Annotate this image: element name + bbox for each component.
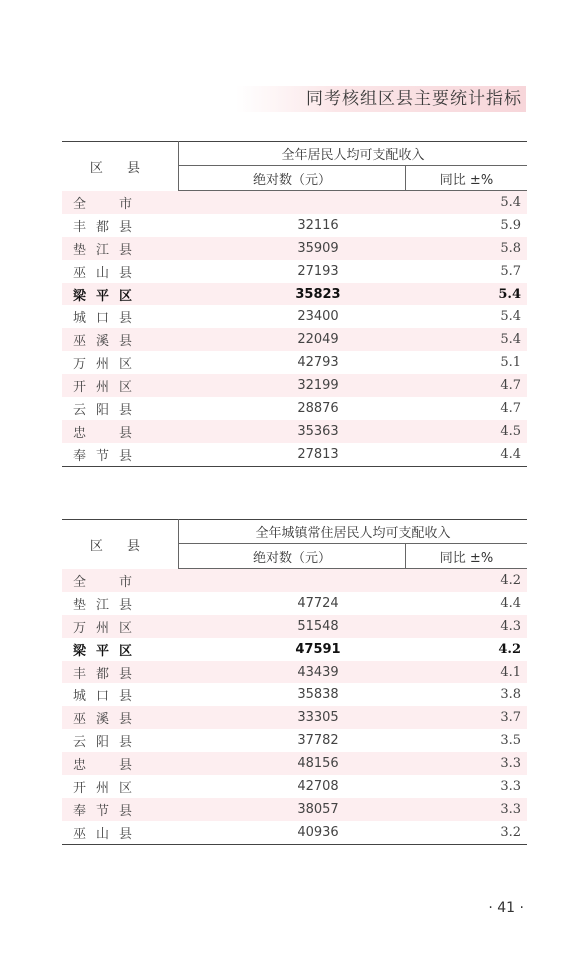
table-row xyxy=(62,214,527,237)
county-name xyxy=(62,706,179,729)
county-name-char: 县 xyxy=(119,425,133,441)
yoy-value: 3.8 xyxy=(500,687,521,703)
county-name xyxy=(62,420,179,443)
county-name-char: 忠 xyxy=(73,758,87,774)
county-name-char: 县 xyxy=(119,712,133,728)
yoy-value: 4.7 xyxy=(500,400,521,416)
county-name-char: 县 xyxy=(119,758,133,774)
county-name-char: 阳 xyxy=(96,735,110,751)
county-name-char: 开 xyxy=(73,380,87,396)
county-name-char: 忠 xyxy=(73,425,87,441)
county-name-char: 云 xyxy=(73,402,87,418)
abs-value: 28876 xyxy=(297,400,339,416)
abs-header: 绝对数（元） xyxy=(179,544,406,569)
county-name xyxy=(62,569,179,592)
table-row xyxy=(62,798,527,821)
county-name-char: 梁 xyxy=(73,288,87,304)
county-name xyxy=(62,821,179,844)
county-name-char: 区 xyxy=(119,620,133,636)
county-name xyxy=(62,661,179,684)
county-name-char: 口 xyxy=(96,689,110,705)
county-name-char: 全 xyxy=(73,196,87,212)
county-name xyxy=(62,283,179,306)
table-row xyxy=(62,775,527,798)
county-name-char: 县 xyxy=(119,826,133,842)
county-name-char: 溪 xyxy=(96,712,110,728)
county-name-char: 县 xyxy=(119,803,133,819)
table-row xyxy=(62,752,527,775)
county-name-char: 县 xyxy=(119,334,133,350)
table-row xyxy=(62,729,527,752)
county-name xyxy=(62,374,179,397)
county-name xyxy=(62,752,179,775)
county-name xyxy=(62,214,179,237)
yoy-value: 4.3 xyxy=(406,615,528,638)
county-name-char: 县 xyxy=(119,689,133,705)
yoy-value: 5.9 xyxy=(500,217,521,233)
group-header: 全年居民人均可支配收入 xyxy=(179,142,528,166)
abs-value: 27813 xyxy=(179,443,406,466)
abs-value: 47591 xyxy=(295,641,341,657)
county-name-char: 县 xyxy=(119,219,133,235)
abs-value: 33305 xyxy=(179,706,406,729)
county-name-char: 区 xyxy=(119,357,133,373)
county-name xyxy=(62,237,179,260)
abs-value: 35838 xyxy=(297,687,339,703)
page-title: 同考核组区县主要统计指标 xyxy=(306,89,522,109)
yoy-value: 5.4 xyxy=(406,283,528,306)
table-row xyxy=(62,638,527,661)
county-name-char: 区 xyxy=(119,643,133,659)
county-header: 区 县 xyxy=(62,520,179,569)
yoy-value: 4.1 xyxy=(406,661,528,684)
county-name-char: 州 xyxy=(96,357,110,373)
yoy-value: 5.8 xyxy=(406,237,528,260)
abs-value: 42793 xyxy=(297,355,339,371)
county-name-char: 县 xyxy=(119,402,133,418)
county-name xyxy=(62,443,179,466)
abs-header: 绝对数（元） xyxy=(179,166,406,191)
county-name-char: 溪 xyxy=(96,334,110,350)
table-row xyxy=(62,592,527,615)
county-name xyxy=(62,638,179,661)
county-name-char: 区 xyxy=(119,380,133,396)
abs-value: 35823 xyxy=(179,283,406,306)
county-name-char: 云 xyxy=(73,735,87,751)
abs-value: 37782 xyxy=(297,733,339,749)
yoy-value: 4.4 xyxy=(406,443,528,466)
county-name xyxy=(62,328,179,351)
county-name-char: 州 xyxy=(96,620,110,636)
table-row xyxy=(62,283,527,306)
county-name xyxy=(62,729,179,752)
abs-value: 43439 xyxy=(179,661,406,684)
county-name xyxy=(62,775,179,798)
table-row xyxy=(62,443,527,466)
county-name-char: 县 xyxy=(119,242,133,258)
county-name xyxy=(62,615,179,638)
yoy-value: 5.4 xyxy=(500,309,521,325)
income-table xyxy=(62,141,527,467)
yoy-value: 4.5 xyxy=(406,420,528,443)
county-name xyxy=(62,351,179,374)
county-name-char: 市 xyxy=(119,574,133,590)
county-name-char: 阳 xyxy=(96,402,110,418)
yoy-value: 3.3 xyxy=(406,752,528,775)
abs-value: 32116 xyxy=(297,217,339,233)
county-name-char: 平 xyxy=(96,643,110,659)
table-row xyxy=(62,305,527,328)
table-row xyxy=(62,351,527,374)
table-row xyxy=(62,397,527,420)
county-name-char: 平 xyxy=(96,288,110,304)
yoy-value: 3.2 xyxy=(406,821,528,844)
table-row xyxy=(62,615,527,638)
county-name-char: 全 xyxy=(73,574,87,590)
county-name-char: 丰 xyxy=(73,219,87,235)
table-row xyxy=(62,821,527,844)
yoy-value: 3.5 xyxy=(500,733,521,749)
county-name-char: 县 xyxy=(119,735,133,751)
table-row xyxy=(62,420,527,443)
table-row xyxy=(62,260,527,283)
county-name xyxy=(62,798,179,821)
table-row xyxy=(62,661,527,684)
county-name-char: 巫 xyxy=(73,265,87,281)
county-name-char: 节 xyxy=(96,448,110,464)
table-row xyxy=(62,191,527,214)
yoy-value: 4.2 xyxy=(406,569,528,592)
yoy-value: 4.4 xyxy=(500,595,521,611)
county-name-char: 口 xyxy=(96,311,110,327)
county-name xyxy=(62,305,179,328)
abs-value: 47724 xyxy=(297,595,339,611)
yoy-value: 3.7 xyxy=(406,706,528,729)
county-name-char: 奉 xyxy=(73,803,87,819)
yoy-value: 4.2 xyxy=(498,641,521,657)
county-name-char: 县 xyxy=(119,311,133,327)
abs-value: 32199 xyxy=(179,374,406,397)
county-name-char: 都 xyxy=(96,219,110,235)
abs-value xyxy=(179,191,406,214)
county-name-char: 开 xyxy=(73,780,87,796)
yoy-value: 5.4 xyxy=(406,191,528,214)
table-row xyxy=(62,328,527,351)
county-name-char: 巫 xyxy=(73,826,87,842)
abs-value xyxy=(179,569,406,592)
county-name-char: 奉 xyxy=(73,448,87,464)
yoy-value: 3.3 xyxy=(406,798,528,821)
county-name-char: 巫 xyxy=(73,712,87,728)
table-row xyxy=(62,706,527,729)
group-header: 全年城镇常住居民人均可支配收入 xyxy=(179,520,528,544)
yoy-value: 4.7 xyxy=(406,374,528,397)
yoy-value: 5.7 xyxy=(500,263,521,279)
county-name-char: 江 xyxy=(96,597,110,613)
county-header: 区 县 xyxy=(62,142,179,191)
county-name-char: 市 xyxy=(119,196,133,212)
yoy-header: 同比 ±% xyxy=(406,166,528,191)
abs-value: 40936 xyxy=(179,821,406,844)
table-row xyxy=(62,569,527,592)
county-name-char: 垫 xyxy=(73,597,87,613)
county-name-char: 城 xyxy=(73,689,87,705)
urban-income-table xyxy=(62,519,527,845)
county-name-char: 垫 xyxy=(73,242,87,258)
county-name-char: 巫 xyxy=(73,334,87,350)
county-name-char: 节 xyxy=(96,803,110,819)
county-name xyxy=(62,260,179,283)
abs-value: 35909 xyxy=(179,237,406,260)
county-name-char: 区 xyxy=(119,780,133,796)
abs-value: 42708 xyxy=(297,778,339,794)
yoy-value: 3.3 xyxy=(500,778,521,794)
county-name-char: 州 xyxy=(96,380,110,396)
page-number: · 41 · xyxy=(488,900,524,916)
county-name xyxy=(62,397,179,420)
abs-value: 27193 xyxy=(297,263,339,279)
county-name-char: 都 xyxy=(96,666,110,682)
table-row xyxy=(62,237,527,260)
yoy-header: 同比 ±% xyxy=(406,544,528,569)
table-row xyxy=(62,374,527,397)
county-name-char: 县 xyxy=(119,265,133,281)
county-name-char: 县 xyxy=(119,666,133,682)
county-name xyxy=(62,683,179,706)
table-row xyxy=(62,683,527,706)
county-name-char: 区 xyxy=(119,288,133,304)
county-name-char: 万 xyxy=(73,357,87,373)
abs-value: 35363 xyxy=(179,420,406,443)
county-name-char: 丰 xyxy=(73,666,87,682)
county-name-char: 县 xyxy=(119,448,133,464)
yoy-value: 5.1 xyxy=(500,355,521,371)
abs-value: 38057 xyxy=(179,798,406,821)
county-name-char: 万 xyxy=(73,620,87,636)
county-name-char: 江 xyxy=(96,242,110,258)
county-name-char: 山 xyxy=(96,826,110,842)
county-name-char: 县 xyxy=(119,597,133,613)
yoy-value: 5.4 xyxy=(406,328,528,351)
abs-value: 23400 xyxy=(297,309,339,325)
county-name-char: 梁 xyxy=(73,643,87,659)
abs-value: 51548 xyxy=(179,615,406,638)
county-name xyxy=(62,592,179,615)
county-name-char: 山 xyxy=(96,265,110,281)
abs-value: 22049 xyxy=(179,328,406,351)
county-name-char: 城 xyxy=(73,311,87,327)
county-name-char: 州 xyxy=(96,780,110,796)
county-name xyxy=(62,191,179,214)
abs-value: 48156 xyxy=(179,752,406,775)
